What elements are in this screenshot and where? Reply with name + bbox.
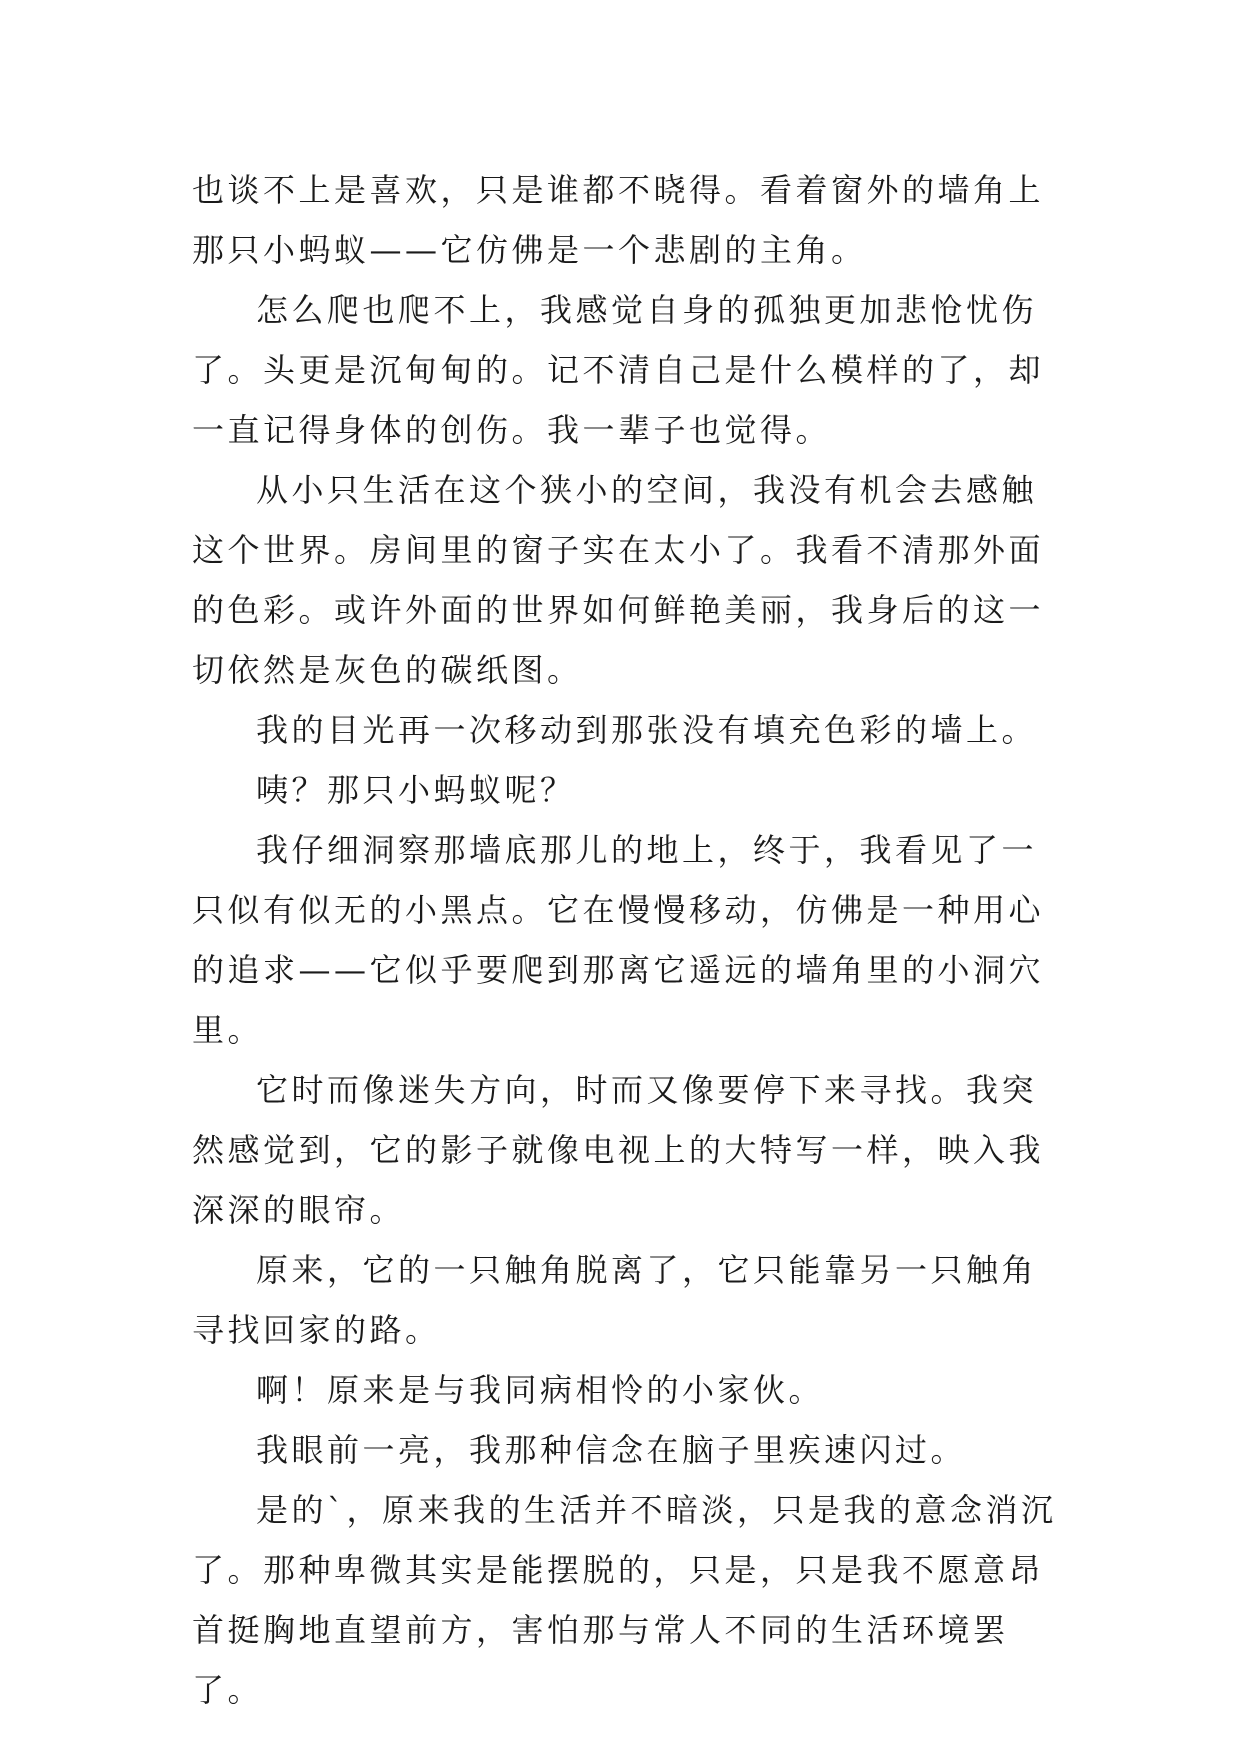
paragraph: 从小只生活在这个狭小的空间，我没有机会去感触这个世界。房间里的窗子实在太小了。我看不清那外面的色彩。或许外面的世界如何鲜艳美丽，我身后的这一切依然是灰色的碳纸图。 — [192, 471, 1045, 689]
paragraph: 咦？那只小蚂蚁呢？ — [256, 771, 576, 809]
paragraph: 怎么爬也爬不上，我感觉自身的孤独更加悲怆忧伤了。头更是沉甸甸的。记不清自己是什么模样的了，却一直记得身体的创伤。我一辈子也觉得。 — [192, 291, 1045, 449]
paragraph: 啊！原来是与我同病相怜的小家伙。 — [256, 1371, 825, 1409]
paragraph: 是的`，原来我的生活并不暗淡，只是我的意念消沉了。那种卑微其实是能摆脱的，只是，只是我不愿意昂首挺胸地直望前方，害怕那与常人不同的生活环境罢了。 — [192, 1491, 1057, 1709]
paragraph: 我的目光再一次移动到那张没有填充色彩的墙上。 — [256, 711, 1038, 749]
paragraph: 它时而像迷失方向，时而又像要停下来寻找。我突然感觉到，它的影子就像电视上的大特写一样，映入我深深的眼帘。 — [192, 1071, 1045, 1229]
paragraph: 我仔细洞察那墙底那儿的地上，终于，我看见了一只似有似无的小黑点。它在慢慢移动，仿佛是一种用心的追求——它似乎要爬到那离它遥远的墙角里的小洞穴里。 — [192, 831, 1045, 1049]
paragraph: 原来，它的一只触角脱离了，它只能靠另一只触角寻找回家的路。 — [192, 1251, 1038, 1349]
paragraph: 也谈不上是喜欢，只是谁都不晓得。看着窗外的墙角上那只小蚂蚁——它仿佛是一个悲剧的主角。 — [192, 171, 1045, 269]
paragraph: 我眼前一亮，我那种信念在脑子里疾速闪过。 — [256, 1431, 967, 1469]
body-text — [192, 160, 1072, 1720]
